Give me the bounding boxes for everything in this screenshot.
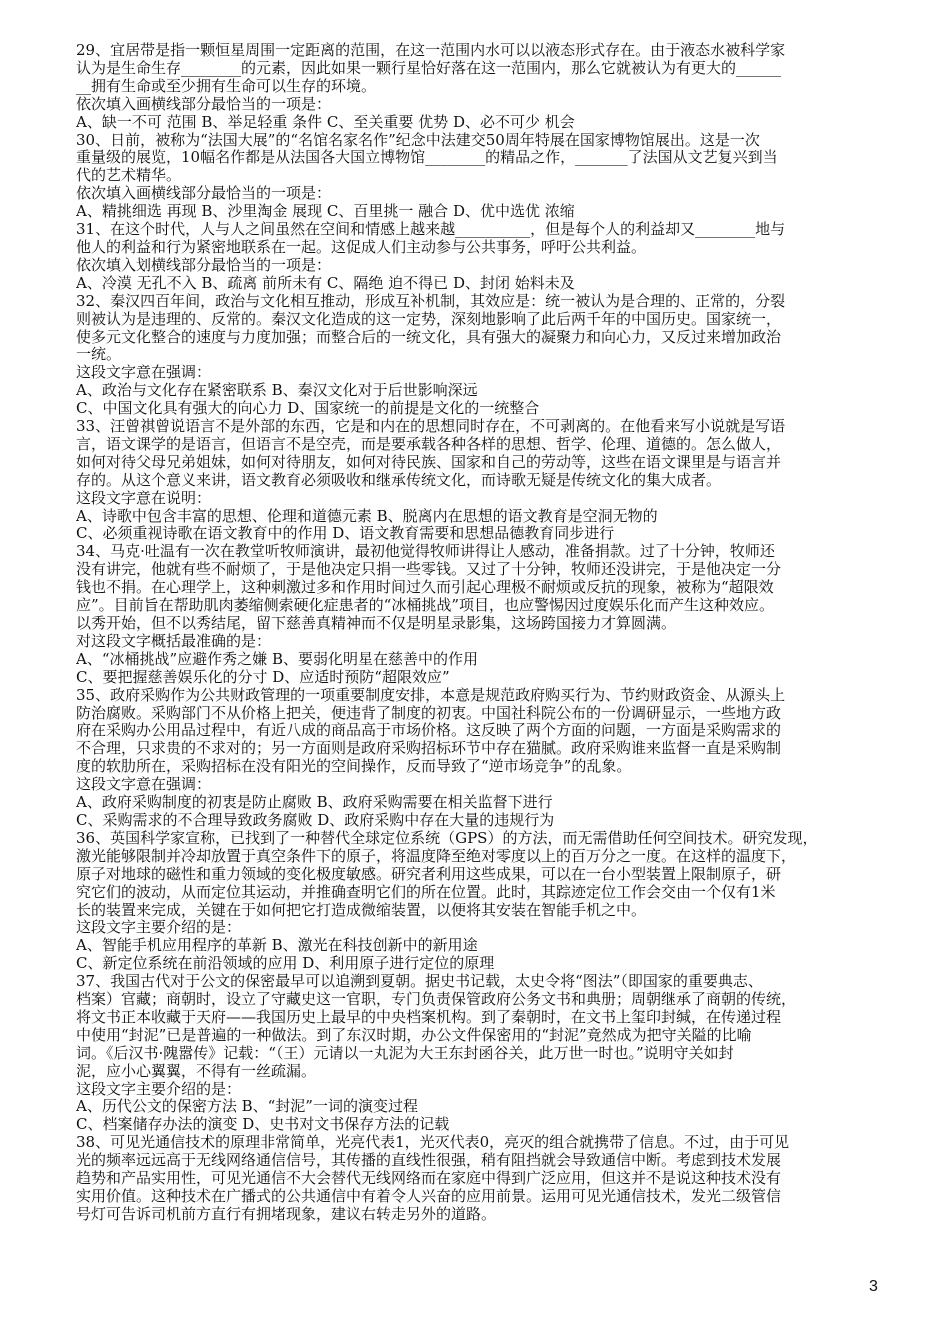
text-line: 泥，应小心翼翼，不得有一丝疏漏。	[76, 1062, 317, 1080]
text-line: C、中国文化具有强大的向心力 D、国家统一的前提是文化的一统整合	[76, 400, 540, 418]
text-line: C、档案储存办法的演变 D、史书对文书保存方法的记载	[76, 1116, 450, 1134]
text-line: 依次填入划横线部分最恰当的一项是：	[76, 256, 332, 274]
text-line: __拥有生命或至少拥有生命可以生存的环境。	[76, 77, 377, 95]
text-line: 依次填入画横线部分最恰当的一项是：	[76, 185, 332, 203]
text-line: A、智能手机应用程序的革新 B、激光在科技创新中的新用途	[76, 937, 478, 955]
question-block	[76, 221, 876, 293]
text-line: 依次填入画横线部分最恰当的一项是：	[76, 95, 332, 113]
text-line: 号灯可告诉司机前方直行有拥堵现象，建议右转走另外的道路。	[76, 1205, 497, 1223]
text-line: 重量级的展览，10幅名作都是从法国各大国立博物馆________的精品之作，_______了法国从文艺复兴到当	[76, 149, 778, 167]
text-line: 府在采购办公用品过程中，有近八成的商品高于市场价格。这反映了两个方面的问题，一方面是采购需求的	[76, 722, 782, 740]
text-line: A、“冰桶挑战”应避作秀之嫌 B、要弱化明星在慈善中的作用	[76, 650, 478, 668]
text-line: A、政府采购制度的初衷是防止腐败 B、政府采购需要在相关监督下进行	[76, 794, 553, 812]
text-line: C、新定位系统在前沿领域的应用 D、利用原子进行定位的原理	[76, 955, 495, 973]
question-block	[76, 132, 876, 222]
text-line: 究它们的波动，从而定位其运动，并推确查明它们的所在位置。此时，其踪迹定位工作会交由一个仅有1米	[76, 883, 776, 901]
text-line: 钱也不捐。在心理学上，这种刺激过多和作用时间过久而引起心理极不耐烦或反抗的现象，被称为“超限效	[76, 579, 774, 597]
question-block	[76, 42, 876, 132]
text-line: 中使用“封泥”已是普遍的一种做法。到了东汉时期，办公文件保密用的“封泥”竟然成为把守关隘的比喻	[76, 1026, 752, 1044]
text-line: 这段文字意在说明：	[76, 489, 212, 507]
question-block	[76, 1134, 876, 1224]
text-line: 33、汪曾祺曾说语言不是外部的东西，它是和内在的思想同时存在，不可剥离的。在他看来写小说就是写语	[76, 418, 786, 436]
text-line: 实用价值。这种技术在广播式的公共通信中有着令人兴奋的应用前景。运用可见光通信技术，发光二级管信	[76, 1188, 782, 1205]
text-line: A、缺一不可 范围 B、举足轻重 条件 C、至关重要 优势 D、必不可少 机会	[76, 113, 575, 131]
text-line: 这段文字意在强调：	[76, 776, 212, 794]
text-line: A、冷漠 无孔不入 B、疏离 前所未有 C、隔绝 迫不得已 D、封闭 始料未及	[76, 274, 575, 292]
text-line: 如何对待父母兄弟姐妹，如何对待朋友，如何对待民族、国家和自己的劳动等，这些在语文课里是与语言并	[76, 453, 782, 471]
text-line: 没有讲完，他就有些不耐烦了，于是他决定只捐一些零钱。又过了十分钟，牧师还没讲完，于是他决定一分	[76, 561, 782, 579]
text-line: 这段文字主要介绍的是：	[76, 1080, 242, 1098]
text-line: 对这段文字概括最准确的是：	[76, 632, 272, 650]
text-line: 原子对地球的磁性和重力领域的变化极度敏感。研究者利用这些成果，可以在一台小型装置上限制原子，研	[76, 865, 782, 883]
text-line: 这段文字意在强调：	[76, 364, 212, 382]
text-line: 34、马克·吐温有一次在教堂听牧师演讲，最初他觉得牧师讲得让人感动，准备捐款。过了十分钟，牧师还	[76, 543, 775, 561]
question-block	[76, 973, 876, 1134]
text-line: 32、秦汉四百年间，政治与文化相互推动，形成互补机制，其效应是：统一被认为是合理的、正常的，分裂	[76, 292, 786, 310]
text-line: 言，语文课学的是语言，但语言不是空壳，而是要承载各种各样的思想、哲学、伦理、道德的。怎么做人，	[76, 435, 782, 453]
document-body	[76, 42, 876, 1224]
text-line: 认为是生命生存________的元素，因此如果一颗行星恰好落在这一范围内，那么它就被认为有更大的______	[76, 59, 782, 77]
text-line: 30、日前，被称为“法国大展”的“名馆名家名作”纪念中法建交50周年特展在国家博物馆展出。这是一次	[76, 131, 760, 149]
text-line: A、政治与文化存在紧密联系 B、秦汉文化对于后世影响深远	[76, 382, 478, 400]
text-line: 长的装置来完成，关键在于如何把它打造成微缩装置，以便将其安装在智能手机之中。	[76, 901, 647, 919]
text-line: 38、可见光通信技术的原理非常简单，光亮代表1，光灭代表0，亮灭的组合就携带了信息。不过，由于可见	[76, 1134, 790, 1152]
text-line: 防治腐败。采购部门不从价格上把关，便违背了制度的初衷。中国社科院公布的一份调研显示，一些地方政	[76, 704, 782, 722]
text-line: C、采购需求的不合理导致政务腐败 D、政府采购中存在大量的违规行为	[76, 811, 555, 829]
text-line: 激光能够限制并冷却放置于真空条件下的原子，将温度降至绝对零度以上的百万分之一度。在这样的温度下，	[76, 847, 797, 865]
text-line: 存的。从这个意义来讲，语文教育必须吸收和继承传统文化，而诗歌无疑是传统文化的集大成者。	[76, 471, 722, 489]
text-line: 应”。目前旨在帮助肌肉萎缩侧索硬化症患者的“冰桶挑战”项目，也应警惕因过度娱乐化而产生这种效应。	[76, 597, 775, 615]
text-line: A、精挑细选 再现 B、沙里淘金 展现 C、百里挑一 融合 D、优中选优 浓缩	[76, 203, 575, 221]
text-line: 29、宜居带是指一颗恒星周围一定距离的范围，在这一范围内水可以以液态形式存在。由于液态水被科学家	[76, 42, 786, 59]
text-line: C、必须重视诗歌在语文教育中的作用 D、语文教育需要和思想品德教育同步进行	[76, 525, 615, 543]
text-line: 将文书正本收藏于天府——我国历史上最早的中央档案机构。到了秦朝时，在文书上玺印封缄，在传递过程	[76, 1008, 782, 1026]
text-line: 37、我国古代对于公文的保密最早可以追溯到夏朝。据史书记载，太史令将“图法”（即国家的重要典志、	[76, 973, 763, 991]
question-block	[76, 543, 876, 686]
text-line: 31、在这个时代，人与人之间虽然在空间和情感上越来越__________，但是每个人的利益却又________地与	[76, 221, 786, 239]
text-line: A、诗歌中包含丰富的思想、伦理和道德元素 B、脱离内在思想的语文教育是空洞无物的	[76, 507, 658, 525]
text-line: 一统。	[76, 346, 122, 364]
text-line: 趋势和产品实用性，可见光通信不大会替代无线网络而在家庭中得到广泛应用，但这并不是说这种技术没有	[76, 1170, 782, 1188]
text-line: 以秀开始，但不以秀结尾，留下慈善真精神而不仅是明星录影集，这场跨国接力才算圆满。	[76, 615, 677, 632]
text-line: 这段文字主要介绍的是：	[76, 919, 242, 937]
question-block	[76, 830, 876, 973]
text-line: 不合理，只求贵的不求对的；另一方面则是政府采购招标环节中存在猫腻。政府采购谁来监督一直是采购制	[76, 740, 782, 758]
text-line: 36、英国科学家宣称，已找到了一种替代全球定位系统（GPS）的方法，而无需借助任何空间技术。研究发现，	[76, 829, 818, 847]
text-line: C、要把握慈善娱乐化的分寸 D、应适时预防“超限效应”	[76, 668, 450, 686]
page-number: 3	[869, 1278, 878, 1295]
text-line: 他人的利益和行为紧密地联系在一起。这促成人们主动参与公共事务，呼吁公共利益。	[76, 238, 647, 256]
text-line: 档案）官藏；商朝时，设立了守藏史这一官职，专门负责保管政府公务文书和典册；周朝继承了商朝的传统，	[76, 991, 797, 1009]
text-line: 词。《后汉书·隗嚣传》记载：“（王）元请以一丸泥为大王东封函谷关，此万世一时也。”说明守关如封	[76, 1044, 734, 1062]
text-line: 光的频率远远高于无线网络通信信号，其传播的直线性很强，稍有阻挡就会导致通信中断。考虑到技术发展	[76, 1152, 782, 1170]
text-line: 则被认为是违理的、反常的。秦汉文化造成的这一定势，深刻地影响了此后两千年的中国历史。国家统一，	[76, 310, 782, 328]
text-line: 度的软肋所在，采购招标在没有阳光的空间操作，反而导致了“逆市场竞争”的乱象。	[76, 758, 632, 776]
question-block	[76, 687, 876, 830]
question-block	[76, 418, 876, 543]
text-line: 35、政府采购作为公共财政管理的一项重要制度安排，本意是规范政府购买行为、节约财政资金、从源头上	[76, 686, 786, 704]
text-line: 代的艺术精华。	[76, 167, 182, 185]
text-line: A、历代公文的保密方法 B、“封泥”一词的演变过程	[76, 1098, 418, 1116]
text-line: 使多元文化整合的速度与力度加强；而整合后的一统文化，具有强大的凝聚力和向心力，又反过来增加政治	[76, 328, 782, 346]
question-block	[76, 293, 876, 418]
